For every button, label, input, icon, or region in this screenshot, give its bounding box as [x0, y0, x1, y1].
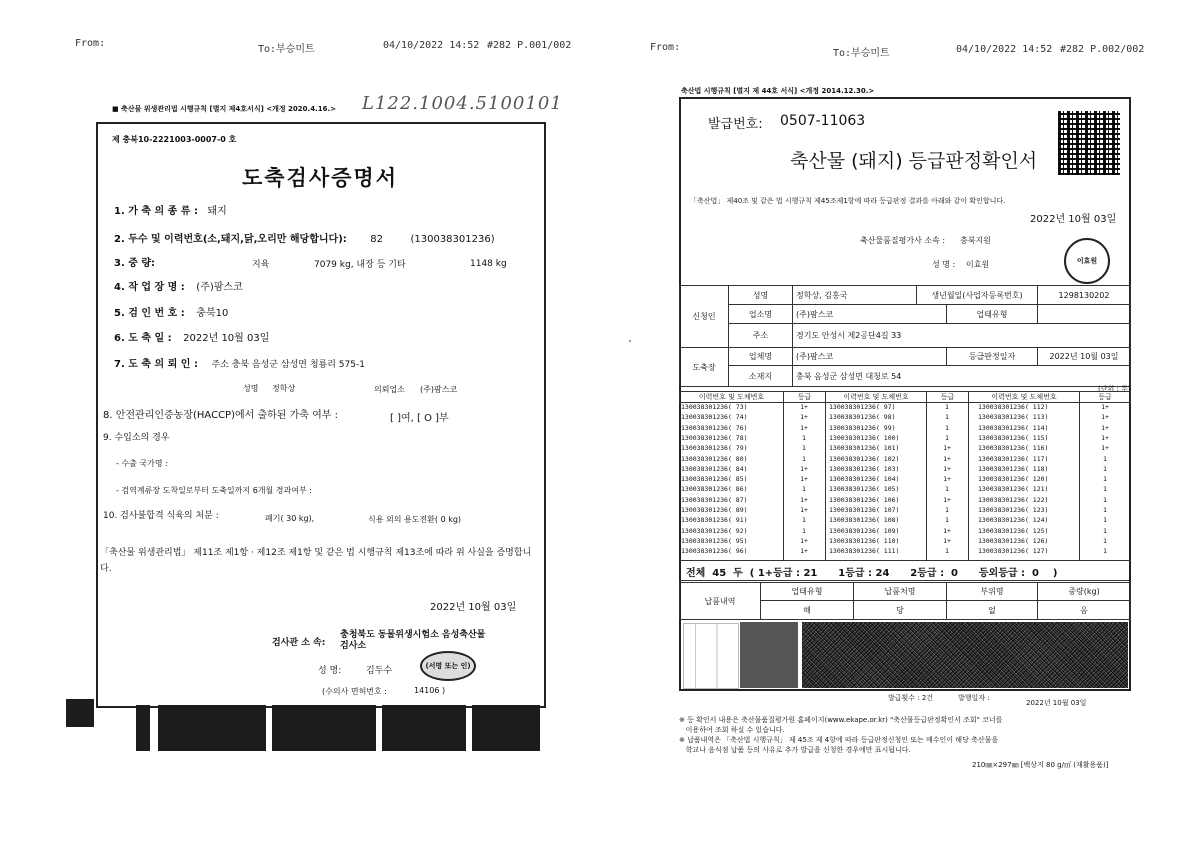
delivery-value: 당	[853, 600, 947, 620]
issue-count: 발급횟수 : 2건	[888, 694, 934, 702]
evaluator-name-label: 성 명 :	[932, 260, 956, 269]
lot-grade: 1+	[1101, 444, 1109, 453]
lot-grade: 1	[802, 433, 806, 442]
applicant-company: (주)팜스코	[792, 304, 947, 324]
disposal-discard: 폐기( 30 kg),	[265, 514, 315, 523]
note-line: ※ 납품내역은 「축산법 시행규칙」 제 45조 제 4항에 따라 등급판정신청인 또는 매수인이 해당 축산물을	[679, 736, 999, 744]
lot-number: 130038301236( 127)	[978, 547, 1049, 556]
redaction-box	[740, 622, 798, 688]
slaughterhouse-location-label: 소재지	[728, 365, 793, 387]
lot-number: 130038301236( 110)	[829, 536, 900, 545]
fax-datetime-right: 04/10/2022 14:52	[956, 44, 1053, 55]
handwritten-note: L122.1004.5100101	[362, 93, 563, 114]
lot-divider	[825, 402, 826, 560]
lot-number: 130038301236( 116)	[978, 444, 1049, 453]
lot-number: 130038301236( 118)	[978, 464, 1049, 473]
lot-number: 130038301236( 117)	[978, 454, 1049, 463]
lot-number: 130038301236( 103)	[829, 464, 900, 473]
applicant-name: 정학상, 김홍국	[792, 285, 917, 305]
lot-grade: 1	[945, 547, 949, 556]
fax-page-left: #282 P.001/002	[487, 40, 572, 51]
license-label: (수의사 면허번호 :	[322, 687, 387, 696]
lot-grade: 1+	[1101, 413, 1109, 422]
lot-number: 130038301236( 84)	[681, 464, 748, 473]
left-doc-title: 도축검사증명서	[241, 166, 398, 190]
import-label: 9. 수입소의 경우	[103, 433, 170, 443]
delivery-header: 중량(kg)	[1037, 582, 1131, 601]
license-value: 14106 )	[414, 686, 446, 695]
fax-to-right: To:부승미트	[833, 48, 890, 59]
delivery-label: 납품내역	[679, 582, 761, 620]
lot-grade: 1	[1103, 516, 1107, 525]
right-doc-title: 축산물 (돼지) 등급판정확인서	[790, 150, 1038, 172]
applicant-name-label: 성명	[728, 285, 793, 305]
item-2-label: 2. 두수 및 이력번호(소,돼지,닭,오리만 해당합니다):	[114, 234, 347, 245]
lot-number: 130038301236( 115)	[978, 433, 1049, 442]
lot-number: 130038301236( 100)	[829, 433, 900, 442]
item-3-label: 3. 중 량:	[114, 258, 156, 269]
item-4-value: (주)팜스코	[196, 282, 243, 293]
haccp-answer: [ ]여, [ O ]부	[390, 413, 449, 424]
left-date: 2022년 10월 03일	[430, 602, 517, 613]
lot-number: 130038301236( 124)	[978, 516, 1049, 525]
lot-grade: 1+	[800, 403, 808, 411]
item-3-value3: 1148 kg	[470, 259, 507, 269]
lot-grade: 1	[945, 485, 949, 494]
lot-number: 130038301236( 80)	[681, 454, 748, 463]
lot-number: 130038301236( 96)	[681, 547, 748, 556]
lot-header: 이력번호 및 도체번호	[968, 391, 1080, 403]
lot-number: 130038301236( 123)	[978, 506, 1049, 514]
left-form-ref: ■ 축산물 위생관리법 시행규칙 [별지 제4호서식] <개정 2020.4.16.>	[112, 105, 336, 113]
lot-grade: 1	[802, 485, 806, 494]
lot-number: 130038301236( 122)	[978, 495, 1049, 504]
qr-code	[1058, 111, 1120, 175]
grading-date-label: 등급판정일자	[946, 347, 1038, 366]
inspector-name: 김두수	[366, 666, 393, 676]
fax-page-right: #282 P.002/002	[1060, 44, 1145, 55]
item-7-value: 주소 충북 음성군 삼성면 청룡리 575-1	[211, 360, 365, 370]
notes	[679, 705, 1002, 765]
slaughterhouse-company-label: 업체명	[728, 347, 793, 366]
note-line: ※ 등 확인서 내용은 축산물품질평가원 홈페이지(www.ekape.or.kr) "축산물등급판정확인서 조회" 코너를	[679, 716, 1003, 724]
left-doc-number: 제 충북10-2221003-0007-0 호	[112, 135, 237, 144]
lot-number: 130038301236( 106)	[829, 495, 900, 504]
item-7-label: 7. 도 축 의 뢰 인 :	[114, 359, 198, 370]
item-7	[114, 355, 365, 370]
lot-grade: 1	[1103, 506, 1107, 514]
disposal-non-food: 식용 외의 용도전환( 0 kg)	[368, 515, 462, 524]
lot-number: 130038301236( 73)	[681, 403, 748, 411]
lot-grade: 1+	[943, 444, 951, 453]
inspector-name-label: 성 명:	[318, 666, 342, 676]
lot-number: 130038301236( 91)	[681, 516, 748, 525]
export-country: - 수출 국가명 :	[116, 459, 168, 468]
summary-line	[679, 580, 1131, 581]
lot-grade: 1+	[800, 464, 808, 473]
lot-grade: 1+	[800, 475, 808, 484]
lot-grade: 1	[1103, 485, 1107, 494]
lot-number: 130038301236( 95)	[681, 536, 748, 545]
lot-header: 이력번호 및 도체번호	[825, 391, 927, 403]
lot-header: 등급	[783, 391, 826, 403]
lot-number: 130038301236( 99)	[829, 423, 896, 432]
lot-grade: 1	[1103, 495, 1107, 504]
redaction-box	[472, 705, 540, 751]
redaction-box	[272, 705, 376, 751]
item-5	[114, 304, 228, 319]
lot-grade: 1	[1103, 475, 1107, 484]
lot-grade: 1	[945, 423, 949, 432]
requester-company-label: 의뢰업소	[374, 385, 405, 394]
lot-grade: 1	[802, 526, 806, 535]
item-1-label: 1. 가 축 의 종 류 :	[114, 206, 198, 217]
evaluator-affiliation: 충북지원	[960, 236, 991, 245]
lot-header: 이력번호 및 도체번호	[679, 391, 784, 403]
lot-number: 130038301236( 114)	[978, 423, 1049, 432]
lot-number: 130038301236( 98)	[829, 413, 896, 422]
applicant-section-label: 신청인	[679, 285, 729, 348]
lot-number: 130038301236( 107)	[829, 506, 900, 514]
redaction-box	[382, 705, 466, 751]
lot-number: 130038301236( 111)	[829, 547, 900, 556]
item-1-value: 돼지	[207, 206, 227, 217]
slaughterhouse-section-label: 도축장	[679, 347, 729, 387]
lot-number: 130038301236( 104)	[829, 475, 900, 484]
inspector-affiliation: 충청북도 동물위생시험소 음성축산물검사소	[340, 630, 486, 651]
lot-number: 130038301236( 85)	[681, 475, 748, 484]
item-6-value: 2022년 10월 03일	[183, 333, 270, 344]
import-period: - 검역계류장 도착일로부터 도축일까지 6개월 경과여부 :	[116, 486, 312, 495]
lot-grade: 1+	[943, 536, 951, 545]
issue-date-label: 발행일자 :	[958, 694, 990, 702]
grade-summary: 전체 45 두 ( 1+등급 : 21 1등급 : 24 2등급 : 0 등외등급 : 0 )	[686, 568, 1058, 579]
lot-grade: 1+	[943, 464, 951, 473]
lot-number: 130038301236( 120)	[978, 475, 1049, 484]
item-5-label: 5. 검 인 번 호 :	[114, 308, 185, 319]
fax-from-left: From:	[75, 38, 106, 49]
right-form-ref: 축산법 시행규칙 [별지 제 44호 서식] <개정 2014.12.30.>	[681, 87, 875, 95]
lot-grade: 1	[945, 433, 949, 442]
redaction-light	[683, 623, 739, 689]
lot-bottom-line	[679, 560, 1131, 561]
inspector-seal-text: (서명 또는 인)	[425, 662, 471, 670]
lot-number: 130038301236( 86)	[681, 485, 748, 494]
lot-number: 130038301236( 109)	[829, 526, 900, 535]
unit-label: (단위 : 두)	[1098, 385, 1131, 393]
lot-grade: 1+	[1101, 423, 1109, 432]
item-5-value: 충북10	[196, 308, 229, 319]
redaction-box	[158, 705, 266, 751]
item-2	[114, 230, 495, 245]
lot-grade: 1+	[943, 475, 951, 484]
lot-number: 130038301236( 126)	[978, 536, 1049, 545]
lot-grade: 1	[802, 444, 806, 453]
item-4-label: 4. 작 업 장 명 :	[114, 282, 185, 293]
redaction-noise	[802, 622, 1128, 688]
paper-spec: 210㎜×297㎜ [백상지 80 g/㎡ (재활용품)]	[972, 761, 1109, 769]
lot-grade: 1+	[943, 495, 951, 504]
issue-label: 발급번호:	[708, 117, 763, 132]
requester-name-label: 성명	[243, 384, 259, 393]
item-1	[114, 202, 227, 217]
item-3-value2: 7079 kg, 내장 등 기타	[314, 260, 406, 270]
lot-grade: 1	[1103, 547, 1107, 556]
lot-grade: 1+	[800, 495, 808, 504]
delivery-value: 음	[1037, 600, 1131, 620]
lot-header: 등급	[926, 391, 969, 403]
delivery-value: 해	[760, 600, 854, 620]
lot-number: 130038301236( 102)	[829, 454, 900, 463]
left-legal-text: 「축산물 위생관리법」 제11조 제1항 · 제12조 제1항 및 같은 법 시행규칙 제13조에 따라 위 사실을 증명합니다.	[100, 548, 532, 574]
lot-grade: 1	[945, 403, 949, 411]
lot-grade: 1	[802, 454, 806, 463]
delivery-value: 없	[946, 600, 1038, 620]
lot-grade: 1+	[943, 454, 951, 463]
applicant-biztype	[1037, 304, 1131, 324]
lot-number: 130038301236( 101)	[829, 444, 900, 453]
lot-grade: 1	[945, 506, 949, 514]
fax-datetime-left: 04/10/2022 14:52	[383, 40, 480, 51]
lot-number: 130038301236( 89)	[681, 506, 748, 514]
issue-number: 0507-11063	[780, 113, 866, 129]
lot-grade: 1+	[800, 506, 808, 514]
applicant-address-label: 주소	[728, 323, 793, 348]
redaction-box	[136, 705, 150, 751]
fax-from-right: From:	[650, 42, 681, 53]
lot-grade: 1+	[800, 423, 808, 432]
grading-date: 2022년 10월 03일	[1037, 347, 1131, 366]
inspector-seal-stamp	[420, 651, 476, 681]
lot-number: 130038301236( 108)	[829, 516, 900, 525]
item-2-value: 82	[370, 234, 383, 245]
note-line: 이용하여 조회 하실 수 있습니다.	[679, 726, 785, 734]
slaughterhouse-company: (주)팜스코	[792, 347, 947, 366]
issue-date: 2022년 10월 03일	[1026, 699, 1087, 707]
lot-number: 130038301236( 76)	[681, 423, 748, 432]
fax-to-left: To:부승미트	[258, 44, 315, 55]
applicant-biztype-label: 업태유형	[946, 304, 1038, 324]
delivery-header: 납품처명	[853, 582, 947, 601]
right-date: 2022년 10월 03일	[1030, 214, 1117, 225]
inspector-affiliation-label: 검사관 소 속:	[272, 638, 326, 648]
lot-grade: 1+	[800, 547, 808, 556]
applicant-company-label: 업소명	[728, 304, 793, 324]
lot-grade: 1	[945, 413, 949, 422]
lot-grade: 1	[1103, 454, 1107, 463]
evaluator-name: 이효원	[966, 260, 990, 269]
lot-grade: 1	[1103, 526, 1107, 535]
item-4	[114, 278, 243, 293]
lot-grade: 1	[802, 516, 806, 525]
lot-grade: 1+	[943, 526, 951, 535]
lot-grade: 1+	[800, 413, 808, 422]
lot-number: 130038301236( 79)	[681, 444, 748, 453]
note-line: 학교나 음식점 납품 등의 사유로 추가 발급을 신청한 경우에만 표시됩니다.	[679, 746, 911, 754]
delivery-header: 부위명	[946, 582, 1038, 601]
redaction-box	[66, 699, 94, 727]
lot-number: 130038301236( 113)	[978, 413, 1049, 422]
item-3-value: 지육	[252, 260, 270, 270]
slaughterhouse-location: 충북 음성군 삼성면 대청로 54	[792, 365, 1131, 387]
lot-header: 등급	[1079, 391, 1131, 403]
item-6	[114, 329, 269, 344]
scan-dot	[629, 340, 631, 342]
lot-number: 130038301236( 112)	[978, 403, 1049, 411]
applicant-birth-label: 생년월일(사업자등록번호)	[916, 285, 1038, 305]
lot-grade: 1+	[1101, 433, 1109, 442]
lot-grade: 1	[1103, 536, 1107, 545]
applicant-address: 경기도 안성시 제2공단4길 33	[792, 323, 1131, 348]
evaluator-stamp	[1064, 238, 1110, 284]
item-6-label: 6. 도 축 일 :	[114, 333, 172, 344]
requester-company: (주)팜스코	[420, 385, 458, 394]
applicant-birth: 1298130202	[1037, 285, 1131, 305]
lot-grade: 1	[1103, 464, 1107, 473]
lot-number: 130038301236( 74)	[681, 413, 748, 422]
lot-number: 130038301236( 125)	[978, 526, 1049, 535]
lot-grade: 1	[945, 516, 949, 525]
lot-number: 130038301236( 92)	[681, 526, 748, 535]
lot-number: 130038301236( 121)	[978, 485, 1049, 494]
disposal-label: 10. 검사불합격 식육의 처분 :	[103, 511, 219, 521]
item-2-value2: (130038301236)	[410, 234, 495, 245]
lot-divider	[968, 402, 969, 560]
right-legal-text: 「축산법」 제40조 및 같은 법 시행규칙 제45조제1항에 따라 등급판정 결과를 아래와 같이 확인합니다.	[690, 197, 1006, 205]
delivery-header: 업태유형	[760, 582, 854, 601]
lot-number: 130038301236( 105)	[829, 485, 900, 494]
item-3	[114, 254, 155, 269]
lot-number: 130038301236( 97)	[829, 403, 896, 411]
requester-name: 정학상	[272, 384, 296, 393]
evaluator-stamp-text: 이효원	[1076, 257, 1098, 265]
evaluator-affiliation-label: 축산물품질평가사 소속 :	[860, 236, 946, 245]
lot-number: 130038301236( 78)	[681, 433, 748, 442]
lot-number: 130038301236( 87)	[681, 495, 748, 504]
lot-grade: 1+	[800, 536, 808, 545]
haccp-question: 8. 안전관리인증농장(HACCP)에서 출하된 가축 여부 :	[103, 410, 339, 421]
lot-grade: 1+	[1101, 403, 1109, 411]
